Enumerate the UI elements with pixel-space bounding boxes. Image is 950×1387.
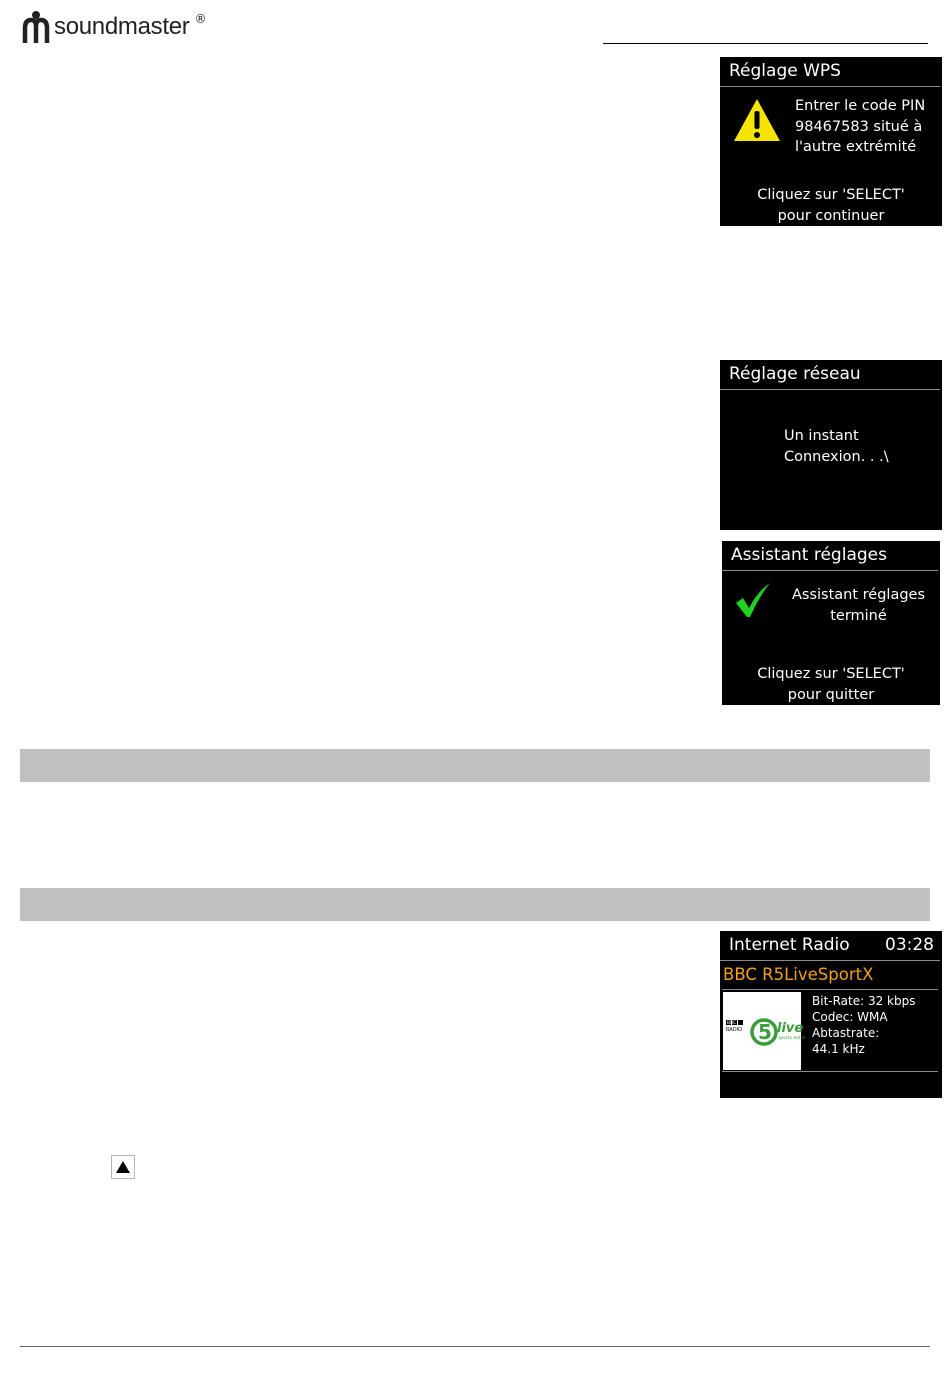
wizard-message [792, 585, 925, 626]
wizard-footer [722, 664, 940, 705]
divider [722, 1071, 938, 1072]
message-line: Entrer le code PIN [795, 98, 926, 114]
footer-line: pour continuer [777, 207, 885, 224]
detail-line: Codec: WMA [812, 1010, 888, 1024]
detail-line: Abtastrate: [812, 1026, 880, 1040]
stream-details [812, 993, 916, 1057]
warning-icon [732, 97, 782, 143]
wps-footer [720, 185, 942, 226]
detail-line: Bit-Rate: 32 kbps [812, 994, 916, 1008]
divider [722, 989, 938, 990]
brand-name: soundmaster [54, 13, 190, 40]
footer-line: Cliquez sur 'SELECT' [757, 666, 905, 682]
footer-rule [20, 1346, 930, 1347]
section-bar [20, 888, 930, 921]
message-line: 98467583 situé à [795, 118, 923, 135]
screen-title: Assistant réglages [722, 541, 938, 571]
section-bar [20, 749, 930, 782]
message-line: Un instant [784, 428, 859, 444]
footer-line: Cliquez sur 'SELECT' [757, 187, 905, 203]
message-line: l'autre extrémité [795, 139, 917, 155]
station-logo [723, 992, 806, 1070]
detail-line: 44.1 kHz [812, 1042, 865, 1056]
screen-title: Internet Radio [729, 935, 850, 955]
soundmaster-logo-icon [22, 10, 50, 44]
header-rule [603, 43, 928, 44]
message-line: terminé [830, 607, 887, 624]
footer-line: pour quitter [787, 686, 875, 703]
logo-tag: sports extra [778, 1036, 806, 1041]
screen-internet-radio [720, 931, 942, 1098]
screen-wps-setup [720, 57, 942, 226]
message-line: Connexion. . .\ [784, 448, 889, 465]
logo-number: 5 [758, 1020, 772, 1044]
network-message [784, 426, 889, 467]
up-arrow-icon [115, 1160, 131, 1174]
logo-word: live [777, 1021, 804, 1036]
logo-radio-text: RADIO [726, 1027, 742, 1033]
screen-title: Réglage WPS [720, 57, 940, 87]
message-line: Assistant réglages [792, 587, 926, 603]
screen-network-setup [720, 360, 942, 530]
wps-message [795, 96, 925, 158]
screen-title: Réglage réseau [720, 360, 940, 390]
bbc-5live-logo-icon [723, 992, 806, 1070]
clock-time: 03:28 [885, 935, 934, 955]
up-key [111, 1155, 135, 1179]
checkmark-icon [734, 581, 772, 621]
brand-logo [22, 10, 206, 44]
registered-mark: ® [194, 12, 207, 26]
logo-bbc-text: BBC [727, 1021, 737, 1026]
screen-setup-wizard [722, 541, 940, 705]
screen-title-row [720, 931, 940, 961]
station-name: BBC R5LiveSportX [723, 965, 874, 984]
